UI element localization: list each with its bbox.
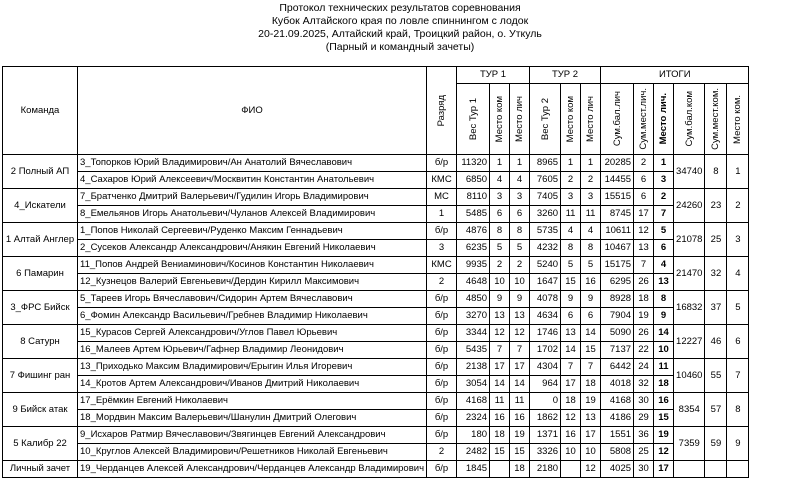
team-sum-cell: 23 bbox=[705, 189, 727, 223]
place-pers2-cell: 8 bbox=[581, 240, 601, 257]
col-sum-places-team: Сум.мест.ком. bbox=[705, 84, 727, 155]
col-place-team2: Место ком bbox=[561, 84, 581, 155]
team-place-cell: 3 bbox=[727, 223, 749, 257]
table-row bbox=[3, 223, 749, 240]
rank-cell: МС bbox=[427, 189, 457, 206]
team-name: 2 Полный АП bbox=[3, 155, 78, 189]
weight1-cell: 4648 bbox=[457, 274, 490, 291]
place-team2-cell: 6 bbox=[561, 308, 581, 325]
sum-pts-pers-cell: 8928 bbox=[601, 291, 634, 308]
table-row bbox=[3, 257, 749, 274]
col-place-pers1: Место лич bbox=[510, 84, 530, 155]
place-pers2-cell: 18 bbox=[581, 376, 601, 393]
place-pers1-cell: 15 bbox=[510, 444, 530, 461]
weight1-cell: 11320 bbox=[457, 155, 490, 172]
place-pers1-cell: 3 bbox=[510, 189, 530, 206]
place-pers2-cell: 1 bbox=[581, 155, 601, 172]
weight2-cell: 4304 bbox=[530, 359, 561, 376]
pair-fio: 19_Черданцев Алексей Александрович/Черданцев Александр Владимирович bbox=[78, 461, 427, 478]
place-team2-cell: 1 bbox=[561, 155, 581, 172]
weight1-cell: 3344 bbox=[457, 325, 490, 342]
team-name: 8 Сатурн bbox=[3, 325, 78, 359]
place-pers-cell: 19 bbox=[654, 427, 674, 444]
team-pts-cell: 24260 bbox=[674, 189, 705, 223]
sum-places-pers-cell: 6 bbox=[634, 189, 654, 206]
col-totals: ИТОГИ bbox=[601, 67, 749, 84]
rank-cell: КМС bbox=[427, 172, 457, 189]
place-pers2-cell: 3 bbox=[581, 189, 601, 206]
team-name: 7 Фишинг ран bbox=[3, 359, 78, 393]
sum-pts-pers-cell: 6442 bbox=[601, 359, 634, 376]
col-sum-pts-team: Сум.бал.ком bbox=[674, 84, 705, 155]
place-pers2-cell: 15 bbox=[581, 342, 601, 359]
pair-fio: 1_Попов Николай Сергеевич/Руденко Максим Геннадьевич bbox=[78, 223, 427, 240]
place-pers-cell: 17 bbox=[654, 461, 674, 478]
weight1-cell: 9935 bbox=[457, 257, 490, 274]
place-pers1-cell: 4 bbox=[510, 172, 530, 189]
table-row bbox=[3, 155, 749, 172]
pair-fio: 3_Топорков Юрий Владимирович/Ан Анатолий Вячеславович bbox=[78, 155, 427, 172]
table-row bbox=[3, 240, 749, 257]
rank-cell: б/р bbox=[427, 410, 457, 427]
col-team: Команда bbox=[3, 67, 78, 155]
place-team1-cell: 12 bbox=[490, 325, 510, 342]
sum-places-pers-cell: 36 bbox=[634, 427, 654, 444]
sum-places-pers-cell: 2 bbox=[634, 155, 654, 172]
team-sum-cell: 8 bbox=[705, 155, 727, 189]
sum-places-pers-cell: 26 bbox=[634, 274, 654, 291]
rank-cell: б/р bbox=[427, 325, 457, 342]
weight1-cell: 4168 bbox=[457, 393, 490, 410]
table-row bbox=[3, 359, 749, 376]
place-team1-cell: 8 bbox=[490, 223, 510, 240]
team-name: Личный зачет bbox=[3, 461, 78, 478]
place-team2-cell: 3 bbox=[561, 189, 581, 206]
table-row bbox=[3, 393, 749, 410]
place-team1-cell: 14 bbox=[490, 376, 510, 393]
weight2-cell: 3326 bbox=[530, 444, 561, 461]
rank-cell: 3 bbox=[427, 240, 457, 257]
place-team1-cell: 9 bbox=[490, 291, 510, 308]
team-place-cell: 6 bbox=[727, 325, 749, 359]
place-team1-cell: 17 bbox=[490, 359, 510, 376]
weight1-cell: 4850 bbox=[457, 291, 490, 308]
place-pers1-cell: 6 bbox=[510, 206, 530, 223]
place-team1-cell: 15 bbox=[490, 444, 510, 461]
place-pers-cell: 13 bbox=[654, 274, 674, 291]
date-location: 20-21.09.2025, Алтайский край, Троицкий район, о. Уткуль bbox=[258, 28, 542, 40]
sum-pts-pers-cell: 7137 bbox=[601, 342, 634, 359]
place-pers-cell: 1 bbox=[654, 155, 674, 172]
place-team1-cell: 7 bbox=[490, 342, 510, 359]
place-pers1-cell: 18 bbox=[510, 461, 530, 478]
place-pers2-cell: 12 bbox=[581, 461, 601, 478]
place-pers-cell: 6 bbox=[654, 240, 674, 257]
place-pers1-cell: 10 bbox=[510, 274, 530, 291]
col-rank: Разряд bbox=[427, 67, 457, 155]
weight2-cell: 5735 bbox=[530, 223, 561, 240]
place-pers2-cell: 7 bbox=[581, 359, 601, 376]
team-sum-cell: 25 bbox=[705, 223, 727, 257]
sum-pts-pers-cell: 4168 bbox=[601, 393, 634, 410]
place-team1-cell: 4 bbox=[490, 172, 510, 189]
col-place-team1: Место ком bbox=[490, 84, 510, 155]
place-team1-cell: 3 bbox=[490, 189, 510, 206]
col-place-team: Место ком. bbox=[727, 84, 749, 155]
sum-pts-pers-cell: 14455 bbox=[601, 172, 634, 189]
table-row bbox=[3, 376, 749, 393]
place-team2-cell: 9 bbox=[561, 291, 581, 308]
place-pers1-cell: 19 bbox=[510, 427, 530, 444]
table-row bbox=[3, 410, 749, 427]
place-pers-cell: 5 bbox=[654, 223, 674, 240]
pair-fio: 5_Тареев Игорь Вячеславович/Сидорин Артем Вячеславович bbox=[78, 291, 427, 308]
place-pers1-cell: 12 bbox=[510, 325, 530, 342]
weight1-cell: 3054 bbox=[457, 376, 490, 393]
place-pers2-cell: 13 bbox=[581, 410, 601, 427]
place-team2-cell: 15 bbox=[561, 274, 581, 291]
sum-places-pers-cell: 7 bbox=[634, 257, 654, 274]
table-row bbox=[3, 189, 749, 206]
sum-pts-pers-cell: 10467 bbox=[601, 240, 634, 257]
rank-cell: б/р bbox=[427, 155, 457, 172]
col-place-pers: Место лич. bbox=[654, 84, 674, 155]
team-pts-cell: 8354 bbox=[674, 393, 705, 427]
sum-pts-pers-cell: 20285 bbox=[601, 155, 634, 172]
weight1-cell: 2482 bbox=[457, 444, 490, 461]
place-team2-cell: 2 bbox=[561, 172, 581, 189]
place-pers2-cell: 17 bbox=[581, 427, 601, 444]
sum-places-pers-cell: 26 bbox=[634, 325, 654, 342]
place-pers2-cell: 16 bbox=[581, 274, 601, 291]
header-row-1 bbox=[3, 67, 749, 84]
sum-places-pers-cell: 30 bbox=[634, 461, 654, 478]
place-pers1-cell: 5 bbox=[510, 240, 530, 257]
weight1-cell: 180 bbox=[457, 427, 490, 444]
competition-name: Кубок Алтайского края по ловле спиннингом с лодок bbox=[271, 15, 529, 27]
place-pers2-cell: 14 bbox=[581, 325, 601, 342]
team-pts-cell: 7359 bbox=[674, 427, 705, 461]
place-team1-cell: 10 bbox=[490, 274, 510, 291]
weight2-cell: 3260 bbox=[530, 206, 561, 223]
sum-pts-pers-cell: 5808 bbox=[601, 444, 634, 461]
place-pers2-cell: 2 bbox=[581, 172, 601, 189]
weight1-cell: 6850 bbox=[457, 172, 490, 189]
place-pers-cell: 3 bbox=[654, 172, 674, 189]
weight2-cell: 8965 bbox=[530, 155, 561, 172]
pair-fio: 2_Сусеков Александр Александрович/Анякин Евгений Николаевич bbox=[78, 240, 427, 257]
sum-pts-pers-cell: 4186 bbox=[601, 410, 634, 427]
place-pers1-cell: 2 bbox=[510, 257, 530, 274]
pair-fio: 14_Кротов Артем Александрович/Иванов Дмитрий Николаевич bbox=[78, 376, 427, 393]
team-sum-cell: 46 bbox=[705, 325, 727, 359]
place-pers2-cell: 11 bbox=[581, 206, 601, 223]
place-team2-cell: 17 bbox=[561, 376, 581, 393]
pair-fio: 10_Круглов Алексей Владимирович/Решетников Николай Евгеньевич bbox=[78, 444, 427, 461]
rank-cell: б/р bbox=[427, 291, 457, 308]
place-team2-cell bbox=[561, 461, 581, 478]
team-sum-cell: 57 bbox=[705, 393, 727, 427]
place-team2-cell: 13 bbox=[561, 325, 581, 342]
weight2-cell: 4078 bbox=[530, 291, 561, 308]
pair-fio: 7_Братченко Дмитрий Валерьевич/Гудилин Игорь Владимирович bbox=[78, 189, 427, 206]
place-team1-cell: 11 bbox=[490, 393, 510, 410]
place-pers-cell: 14 bbox=[654, 325, 674, 342]
place-pers-cell: 4 bbox=[654, 257, 674, 274]
place-pers-cell: 2 bbox=[654, 189, 674, 206]
team-name: 3_ФРС Бийск bbox=[3, 291, 78, 325]
table-row bbox=[3, 206, 749, 223]
sum-places-pers-cell: 29 bbox=[634, 410, 654, 427]
rank-cell: б/р bbox=[427, 342, 457, 359]
table-row bbox=[3, 342, 749, 359]
place-team1-cell: 16 bbox=[490, 410, 510, 427]
weight1-cell: 5435 bbox=[457, 342, 490, 359]
sum-places-pers-cell: 22 bbox=[634, 342, 654, 359]
pair-fio: 9_Исхаров Ратмир Вячеславович/Звягинцев Евгений Александрович bbox=[78, 427, 427, 444]
place-team2-cell: 7 bbox=[561, 359, 581, 376]
weight1-cell: 1845 bbox=[457, 461, 490, 478]
place-pers-cell: 18 bbox=[654, 376, 674, 393]
place-team2-cell: 8 bbox=[561, 240, 581, 257]
sum-places-pers-cell: 24 bbox=[634, 359, 654, 376]
pair-fio: 12_Кузнецов Валерий Евгеньевич/Дердин Кирилл Максимович bbox=[78, 274, 427, 291]
weight1-cell: 8110 bbox=[457, 189, 490, 206]
team-name: 6 Памарин bbox=[3, 257, 78, 291]
table-row bbox=[3, 274, 749, 291]
place-pers-cell: 7 bbox=[654, 206, 674, 223]
weight2-cell: 7605 bbox=[530, 172, 561, 189]
team-place-cell: 9 bbox=[727, 427, 749, 461]
team-pts-cell bbox=[674, 461, 705, 478]
sum-pts-pers-cell: 7904 bbox=[601, 308, 634, 325]
weight2-cell: 1647 bbox=[530, 274, 561, 291]
rank-cell: б/р bbox=[427, 427, 457, 444]
pair-fio: 15_Курасов Сергей Александрович/Углов Павел Юрьевич bbox=[78, 325, 427, 342]
place-pers-cell: 10 bbox=[654, 342, 674, 359]
team-place-cell: 7 bbox=[727, 359, 749, 393]
team-place-cell: 1 bbox=[727, 155, 749, 189]
team-sum-cell bbox=[705, 461, 727, 478]
place-pers1-cell: 13 bbox=[510, 308, 530, 325]
sum-places-pers-cell: 18 bbox=[634, 291, 654, 308]
sum-pts-pers-cell: 15515 bbox=[601, 189, 634, 206]
table-row bbox=[3, 427, 749, 444]
col-weight1: Вес Тур 1 bbox=[457, 84, 490, 155]
rank-cell: 1 bbox=[427, 206, 457, 223]
place-pers-cell: 11 bbox=[654, 359, 674, 376]
place-pers1-cell: 11 bbox=[510, 393, 530, 410]
protocol-title: Протокол технических результатов соревнования bbox=[279, 2, 521, 14]
weight2-cell: 1862 bbox=[530, 410, 561, 427]
rank-cell: 2 bbox=[427, 444, 457, 461]
rank-cell: КМС bbox=[427, 257, 457, 274]
pair-fio: 18_Мордвин Максим Валерьевич/Шанулин Дмитрий Олегович bbox=[78, 410, 427, 427]
weight1-cell: 2324 bbox=[457, 410, 490, 427]
place-pers1-cell: 8 bbox=[510, 223, 530, 240]
place-pers-cell: 15 bbox=[654, 410, 674, 427]
weight1-cell: 6235 bbox=[457, 240, 490, 257]
weight2-cell: 7405 bbox=[530, 189, 561, 206]
place-team2-cell: 12 bbox=[561, 410, 581, 427]
team-place-cell bbox=[727, 461, 749, 478]
place-team2-cell: 14 bbox=[561, 342, 581, 359]
pair-fio: 11_Попов Андрей Вениаминович/Косинов Константин Николаевич bbox=[78, 257, 427, 274]
place-pers2-cell: 19 bbox=[581, 393, 601, 410]
rank-cell: б/р bbox=[427, 308, 457, 325]
team-sum-cell: 32 bbox=[705, 257, 727, 291]
col-place-pers2: Место лич bbox=[581, 84, 601, 155]
table-row bbox=[3, 172, 749, 189]
pair-fio: 13_Приходько Максим Владимирович/Ерыгин Илья Игоревич bbox=[78, 359, 427, 376]
sum-places-pers-cell: 13 bbox=[634, 240, 654, 257]
team-sum-cell: 55 bbox=[705, 359, 727, 393]
table-row bbox=[3, 325, 749, 342]
sum-places-pers-cell: 30 bbox=[634, 393, 654, 410]
pair-fio: 6_Фомин Александр Васильевич/Гребнев Владимир Николаевич bbox=[78, 308, 427, 325]
col-fio: ФИО bbox=[78, 67, 427, 155]
weight2-cell: 2180 bbox=[530, 461, 561, 478]
sum-pts-pers-cell: 8745 bbox=[601, 206, 634, 223]
team-pts-cell: 12227 bbox=[674, 325, 705, 359]
place-team2-cell: 10 bbox=[561, 444, 581, 461]
table-row bbox=[3, 461, 749, 478]
sum-places-pers-cell: 12 bbox=[634, 223, 654, 240]
weight2-cell: 1746 bbox=[530, 325, 561, 342]
team-pts-cell: 21470 bbox=[674, 257, 705, 291]
col-sum-places-pers: Сум.мест.лич. bbox=[634, 84, 654, 155]
weight2-cell: 0 bbox=[530, 393, 561, 410]
place-team1-cell: 2 bbox=[490, 257, 510, 274]
team-name: 4_Искатели bbox=[3, 189, 78, 223]
sum-pts-pers-cell: 5090 bbox=[601, 325, 634, 342]
col-tour1: ТУР 1 bbox=[457, 67, 530, 84]
team-pts-cell: 21078 bbox=[674, 223, 705, 257]
team-pts-cell: 10460 bbox=[674, 359, 705, 393]
place-pers1-cell: 17 bbox=[510, 359, 530, 376]
place-pers-cell: 8 bbox=[654, 291, 674, 308]
weight1-cell: 5485 bbox=[457, 206, 490, 223]
place-pers2-cell: 5 bbox=[581, 257, 601, 274]
place-pers1-cell: 7 bbox=[510, 342, 530, 359]
weight2-cell: 5240 bbox=[530, 257, 561, 274]
col-tour2: ТУР 2 bbox=[530, 67, 601, 84]
sum-places-pers-cell: 17 bbox=[634, 206, 654, 223]
team-pts-cell: 16832 bbox=[674, 291, 705, 325]
sum-places-pers-cell: 32 bbox=[634, 376, 654, 393]
weight1-cell: 3270 bbox=[457, 308, 490, 325]
weight2-cell: 4232 bbox=[530, 240, 561, 257]
place-pers2-cell: 6 bbox=[581, 308, 601, 325]
weight1-cell: 2138 bbox=[457, 359, 490, 376]
team-name: 9 Бийск атак bbox=[3, 393, 78, 427]
place-team2-cell: 18 bbox=[561, 393, 581, 410]
place-pers2-cell: 9 bbox=[581, 291, 601, 308]
col-weight2: Вес Тур 2 bbox=[530, 84, 561, 155]
place-pers2-cell: 10 bbox=[581, 444, 601, 461]
place-pers1-cell: 9 bbox=[510, 291, 530, 308]
place-pers-cell: 16 bbox=[654, 393, 674, 410]
place-team1-cell: 13 bbox=[490, 308, 510, 325]
col-sum-pts-pers: Сум.бал.лич bbox=[601, 84, 634, 155]
team-sum-cell: 37 bbox=[705, 291, 727, 325]
rank-cell: 2 bbox=[427, 274, 457, 291]
sum-pts-pers-cell: 4025 bbox=[601, 461, 634, 478]
pair-fio: 17_Ерёмкин Евгений Николаевич bbox=[78, 393, 427, 410]
rank-cell: б/р bbox=[427, 223, 457, 240]
sum-pts-pers-cell: 10611 bbox=[601, 223, 634, 240]
weight2-cell: 1371 bbox=[530, 427, 561, 444]
table-row bbox=[3, 291, 749, 308]
table-row bbox=[3, 444, 749, 461]
results-table bbox=[2, 66, 749, 478]
rank-cell: б/р bbox=[427, 393, 457, 410]
place-team2-cell: 4 bbox=[561, 223, 581, 240]
place-team1-cell bbox=[490, 461, 510, 478]
team-sum-cell: 59 bbox=[705, 427, 727, 461]
table-row bbox=[3, 308, 749, 325]
rank-cell: б/р bbox=[427, 376, 457, 393]
place-pers2-cell: 4 bbox=[581, 223, 601, 240]
team-place-cell: 8 bbox=[727, 393, 749, 427]
pair-fio: 4_Сахаров Юрий Алексеевич/Москвитин Константин Анатольевич bbox=[78, 172, 427, 189]
sum-places-pers-cell: 19 bbox=[634, 308, 654, 325]
team-place-cell: 4 bbox=[727, 257, 749, 291]
pair-fio: 16_Малеев Артем Юрьевич/Гафнер Владимир Леонидович bbox=[78, 342, 427, 359]
rank-cell: б/р bbox=[427, 461, 457, 478]
place-team2-cell: 16 bbox=[561, 427, 581, 444]
place-team1-cell: 1 bbox=[490, 155, 510, 172]
sum-places-pers-cell: 25 bbox=[634, 444, 654, 461]
team-name: 1 Алтай Англер bbox=[3, 223, 78, 257]
weight1-cell: 4876 bbox=[457, 223, 490, 240]
sum-pts-pers-cell: 15175 bbox=[601, 257, 634, 274]
place-pers1-cell: 1 bbox=[510, 155, 530, 172]
place-team1-cell: 6 bbox=[490, 206, 510, 223]
rank-cell: б/р bbox=[427, 359, 457, 376]
place-team2-cell: 11 bbox=[561, 206, 581, 223]
place-team1-cell: 5 bbox=[490, 240, 510, 257]
sum-pts-pers-cell: 4018 bbox=[601, 376, 634, 393]
team-place-cell: 5 bbox=[727, 291, 749, 325]
weight2-cell: 964 bbox=[530, 376, 561, 393]
place-pers1-cell: 16 bbox=[510, 410, 530, 427]
place-pers-cell: 9 bbox=[654, 308, 674, 325]
sum-pts-pers-cell: 1551 bbox=[601, 427, 634, 444]
pair-fio: 8_Емельянов Игорь Анатольевич/Чуланов Алексей Владимирович bbox=[78, 206, 427, 223]
sum-pts-pers-cell: 6295 bbox=[601, 274, 634, 291]
sum-places-pers-cell: 6 bbox=[634, 172, 654, 189]
place-pers1-cell: 14 bbox=[510, 376, 530, 393]
place-pers-cell: 12 bbox=[654, 444, 674, 461]
place-team2-cell: 5 bbox=[561, 257, 581, 274]
standings-type: (Парный и командный зачеты) bbox=[325, 41, 475, 53]
team-name: 5 Калибр 22 bbox=[3, 427, 78, 461]
team-place-cell: 2 bbox=[727, 189, 749, 223]
weight2-cell: 1702 bbox=[530, 342, 561, 359]
weight2-cell: 4634 bbox=[530, 308, 561, 325]
team-pts-cell: 34740 bbox=[674, 155, 705, 189]
place-team1-cell: 18 bbox=[490, 427, 510, 444]
